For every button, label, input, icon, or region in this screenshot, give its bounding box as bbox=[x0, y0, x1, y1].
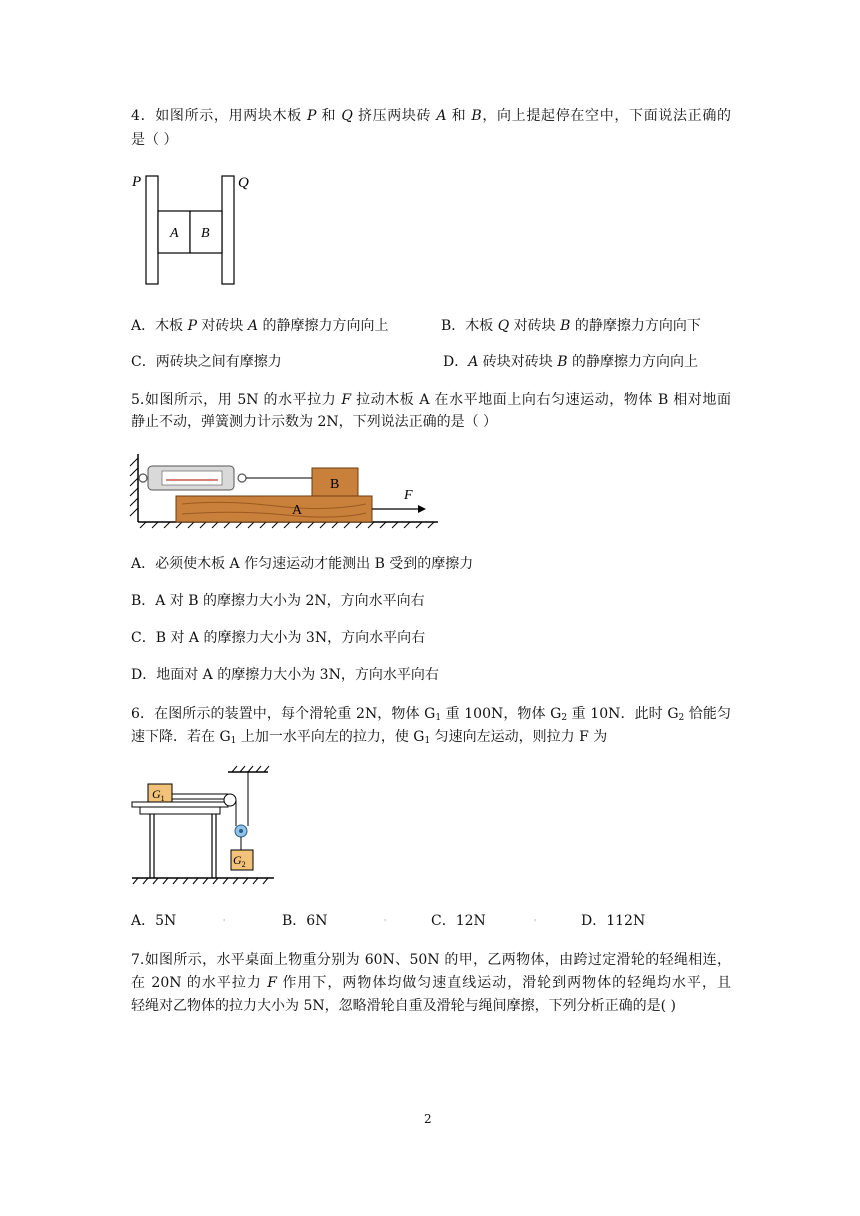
q5-option-a: A．必须使木板 A 作匀速运动才能测出 B 受到的摩擦力 bbox=[131, 556, 474, 572]
page-number: 2 bbox=[424, 1112, 432, 1126]
q5-option-c: C．B 对 A 的摩擦力大小为 3N，方向水平向右 bbox=[131, 630, 426, 646]
label-a: A bbox=[292, 503, 303, 518]
q4-option-c: C．两砖块之间有摩擦力 bbox=[131, 354, 282, 370]
q4-stem-line1: 4．如图所示，用两块木板 P 和 Q 挤压两块砖 A 和 B，向上提起停在空中，下面说法正确的 bbox=[131, 108, 732, 124]
label-b: B bbox=[201, 226, 210, 241]
q6-stem-line2: 速下降．若在 $G_1$ 上加一水平向左的拉力，使 $G_1$ 匀速向左运动，则拉力 F 为 bbox=[131, 729, 608, 746]
q5-stem-line2: 静止不动，弹簧测力计示数为 2N，下列说法正确的是（ ） bbox=[131, 414, 498, 430]
q5-option-b: B．A 对 B 的摩擦力大小为 2N，方向水平向右 bbox=[131, 593, 425, 609]
q4-stem-line2: 是（ ） bbox=[131, 132, 178, 148]
label-a: A bbox=[170, 226, 179, 241]
q5-option-d: D．地面对 A 的摩擦力大小为 3N，方向水平向右 bbox=[131, 667, 439, 683]
q7-stem-line1: 7.如图所示，水平桌面上物重分别为 60N、50N 的甲，乙两物体，由跨过定滑轮的轻绳相连， bbox=[131, 952, 731, 968]
q6-option-d: D．112N bbox=[581, 913, 646, 929]
q6-option-b: B．6N bbox=[282, 913, 328, 929]
q6-stem-line1: 6．在图所示的装置中，每个滑轮重 2N，物体 $G_1$ 重 100N，物体 $G_2$ 重 10N．此时 $G_2$ 恰能匀 bbox=[131, 706, 731, 723]
q5-stem-line1: 5.如图所示，用 5N 的水平拉力 F 拉动木板 A 在水平地面上向右匀速运动，物体 B 相对地面 bbox=[131, 392, 731, 408]
svg-text:G1: $G_1$ bbox=[152, 787, 165, 803]
q4-option-b: B．木板 Q 对砖块 B 的静摩擦力方向向下 bbox=[441, 318, 701, 334]
label-b: B bbox=[330, 477, 340, 492]
q4-figure bbox=[128, 170, 258, 290]
q4-option-a: A．木板 P 对砖块 A 的静摩擦力方向向上 bbox=[131, 318, 389, 334]
board-p bbox=[146, 176, 158, 284]
separator-mark: ' bbox=[534, 918, 537, 927]
q7-stem-line3: 轻绳对乙物体的拉力大小为 5N，忽略滑轮自重及滑轮与绳间摩擦，下列分析正确的是( ) bbox=[131, 998, 676, 1014]
q7-stem-line2: 在 20N 的水平拉力 F 作用下，两物体均做匀速直线运动，滑轮到两物体的轻绳均水平，且 bbox=[131, 975, 731, 991]
q5-figure bbox=[126, 448, 446, 534]
label-f: F bbox=[404, 488, 413, 503]
q4-option-d: D．A 砖块对砖块 B 的静摩擦力方向向上 bbox=[443, 354, 699, 370]
label-p: P bbox=[132, 174, 142, 190]
label-q: Q bbox=[238, 175, 249, 191]
separator-mark: ' bbox=[223, 918, 226, 927]
q6-option-a: A．5N bbox=[131, 913, 177, 929]
q6-figure bbox=[128, 764, 278, 888]
separator-mark: ' bbox=[384, 918, 387, 927]
svg-text:G2: $G_2$ bbox=[233, 853, 246, 869]
fixed-pulley bbox=[224, 794, 236, 806]
board-a bbox=[176, 496, 372, 522]
board-q bbox=[222, 176, 234, 284]
q6-option-c: C．12N bbox=[431, 913, 486, 929]
